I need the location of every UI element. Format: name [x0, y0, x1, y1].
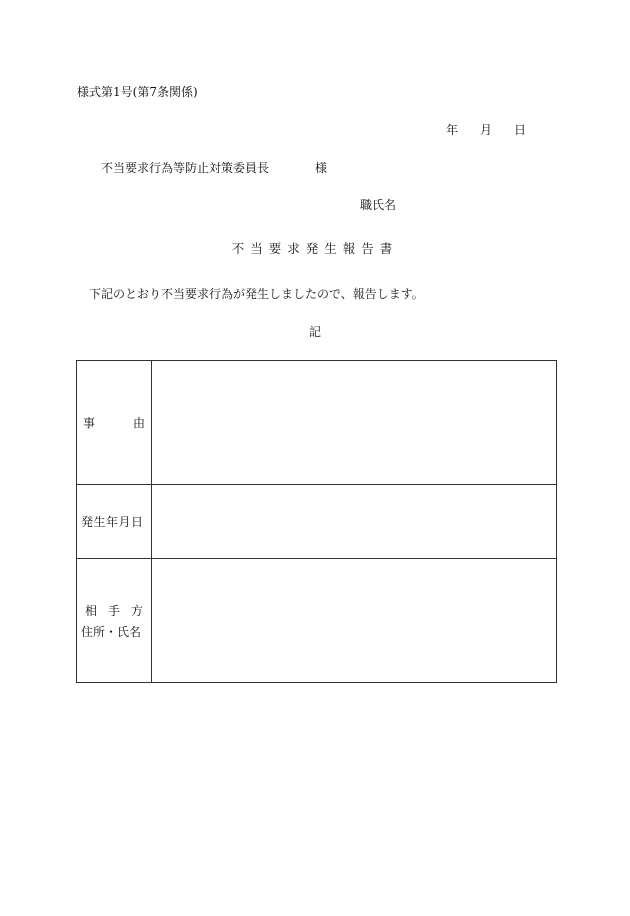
table-row-party	[77, 559, 557, 683]
date-input-cell[interactable]	[152, 485, 557, 559]
date-line	[446, 124, 526, 136]
reason-label-left: 事	[83, 416, 96, 430]
date-month: 月	[480, 123, 493, 137]
party-label-char: 方	[130, 603, 143, 618]
party-input-cell[interactable]	[152, 559, 557, 683]
date-year: 年	[446, 123, 459, 137]
form-number: 様式第1号(第7条関係)	[77, 85, 198, 99]
table-row-date	[77, 485, 557, 559]
party-label-char: 相	[85, 603, 98, 618]
document-title: 不当要求発生報告書	[231, 241, 399, 256]
party-label-line2: 住所・氏名	[81, 624, 142, 639]
reason-input-cell[interactable]	[152, 361, 557, 485]
reason-label-cell	[77, 361, 152, 485]
reporter-name-label: 職氏名	[360, 198, 397, 212]
party-label-cell	[77, 559, 152, 683]
ki-label: 記	[308, 325, 321, 339]
addressee: 不当要求行為等防止対策委員長	[101, 161, 270, 175]
party-label-char: 手	[107, 603, 120, 618]
table-row-reason	[77, 361, 557, 485]
date-label: 発生年月日	[81, 515, 144, 529]
date-day: 日	[514, 123, 527, 137]
report-table	[76, 360, 557, 683]
party-label-line1	[77, 602, 151, 619]
intro-sentence: 下記のとおり不当要求行為が発生しましたので、報告します。	[89, 287, 424, 301]
reason-label-right: 由	[132, 416, 145, 430]
date-label-cell	[77, 485, 152, 559]
addressee-line	[101, 162, 327, 174]
honorific: 様	[315, 161, 328, 175]
